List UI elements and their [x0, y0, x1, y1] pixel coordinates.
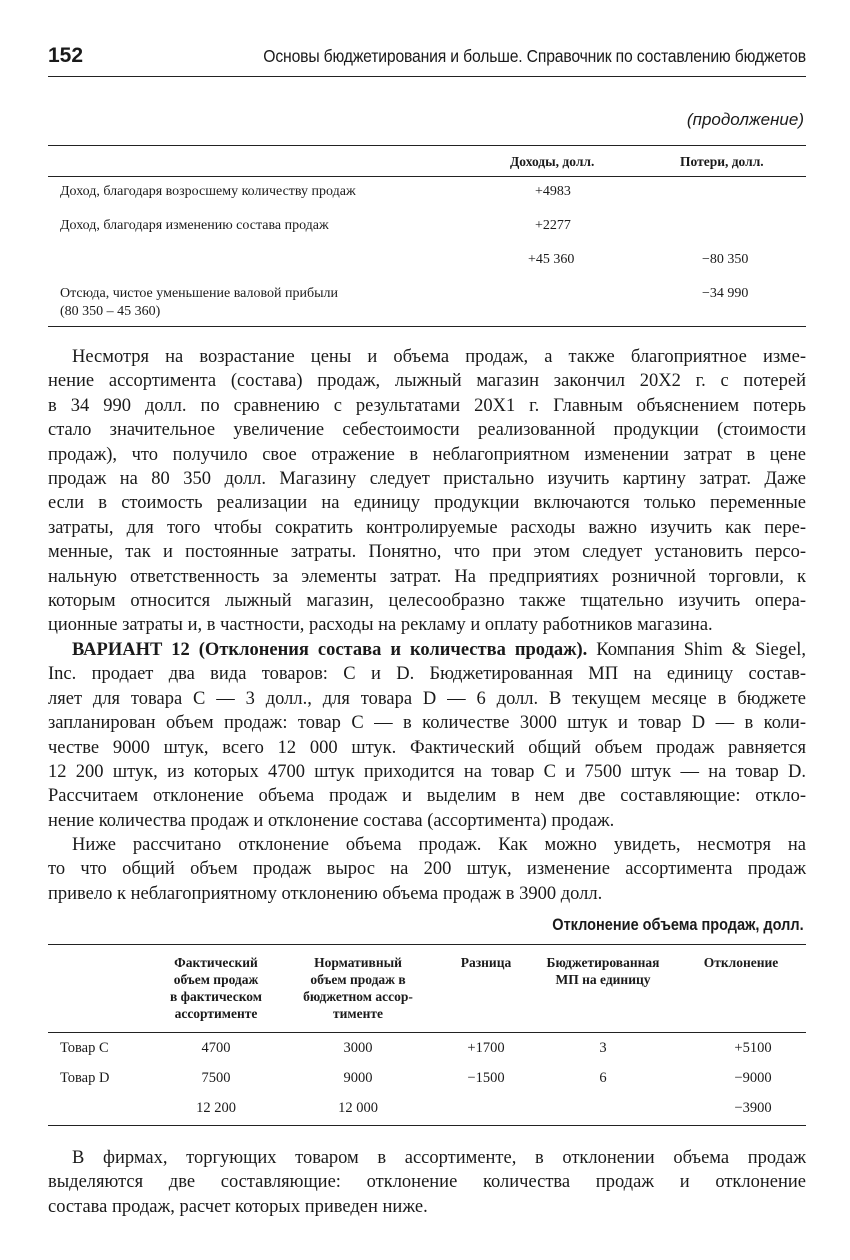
header-line: бюджетном ассор- [303, 989, 413, 1004]
table-divider [48, 1032, 806, 1033]
text-line: ционные затраты и, в частности, расходы на рекламу и оплату работников магазина. [48, 615, 713, 636]
page-header [48, 40, 806, 77]
normative-total: 12 000 [338, 1100, 378, 1116]
table-row-label: Доход, благодаря возросшему количеству продаж [60, 184, 356, 199]
actual-volume-header [156, 954, 276, 1022]
variant-heading: ВАРИАНТ 12 (Отклонения состава и количества продаж). [72, 640, 588, 660]
difference-value: −1500 [467, 1070, 505, 1086]
variance-total: −3900 [734, 1100, 772, 1116]
table-row-label-formula: (80 350 – 45 360) [60, 304, 161, 319]
continued-label: (продолжение) [686, 110, 804, 129]
actual-total: 12 200 [196, 1100, 236, 1116]
paragraph-loss-explanation [48, 345, 806, 638]
budget-margin-header [534, 954, 672, 988]
text-line: в 34 990 долл. по сравнению с результатами 20Х1 г. Главным объяснением потерь [48, 395, 806, 416]
text-line: нение количества продаж и отклонение состава (ассортимента) продаж. [48, 810, 615, 831]
margin-value: 3 [599, 1040, 607, 1056]
header-line: в фактическом [170, 989, 262, 1004]
paragraph-variant-12 [48, 638, 806, 833]
table-title: Отклонение объема продаж, долл. [552, 916, 804, 934]
text-line: ВАРИАНТ 12 (Отклонения состава и количества продаж). Компания Shim & Siegel, [72, 640, 806, 660]
text-line: В фирмах, торгующих товаром в ассортименте, в отклонении объема продаж [72, 1148, 806, 1168]
text-line: ляет для товара С — 3 долл., для товара D — 6 долл. В текущем месяце в бюджете [48, 688, 806, 709]
text-line: затраты, для того чтобы сократить контролируемые расходы важно изучить как пере- [48, 517, 806, 538]
net-loss-value: −34 990 [702, 286, 749, 301]
text-line: продаж на 80 350 долл. Магазину следует пристально изучить картину затрат. Даже [48, 469, 806, 490]
header-line: объем продаж [173, 972, 259, 987]
normative-value: 3000 [343, 1040, 373, 1056]
header-line: Отклонение [703, 955, 779, 970]
difference-value: +1700 [467, 1040, 505, 1056]
text-line: Рассчитаем отклонение объема продаж и выделим в нем две составляющие: откло- [48, 786, 806, 807]
text-line: честве 9000 штук, всего 12 000 штук. Фактический общий объем продаж равняется [48, 737, 806, 758]
text-line: которым относится лыжный магазин, целесообразно также тщательно изучить опера- [48, 591, 806, 612]
page-number: 152 [48, 44, 84, 67]
difference-header [446, 954, 526, 971]
profit-table [48, 145, 806, 327]
header-line: Бюджетированная [546, 955, 660, 970]
header-line: Фактический [174, 955, 258, 970]
header-line: Разница [460, 955, 512, 970]
paragraph-sales-volume [48, 833, 806, 906]
paragraph-components [48, 1146, 806, 1219]
running-title: Основы бюджетирования и больше. Справочник по составлению бюджетов [263, 46, 806, 66]
actual-value: 4700 [201, 1040, 231, 1056]
text-line: если в стоимость реализации на единицу продукции включаются только переменные [48, 493, 806, 514]
header-line: ассортименте [174, 1006, 258, 1021]
loss-header: Потери, долл. [680, 154, 764, 169]
text-line: стало значительное увеличение себестоимости реализованной продукции (стоимости [48, 420, 806, 441]
normative-value: 9000 [343, 1070, 373, 1086]
header-line: тименте [333, 1006, 383, 1021]
text-line: 12 200 штук, из которых 4700 штук приходится на товар С и 7500 штук — на товар D. [48, 762, 806, 783]
text-line: то что общий объем продаж вырос на 200 штук, изменение ассортимента продаж [48, 859, 806, 880]
text-line: продаж), что получило свое отражение в неблагоприятном изменении затрат в цене [48, 444, 806, 465]
variance-header [686, 954, 796, 971]
text-line: Inc. продает два вида товаров: С и D. Бюджетированная МП на единицу состав- [48, 664, 806, 685]
income-value: +2277 [535, 218, 571, 233]
actual-value: 7500 [201, 1070, 231, 1086]
text-line: запланирован объем продаж: товар С — в количестве 3000 штук и товар D — в коли- [48, 713, 806, 734]
text-line: привело к неблагоприятному отклонению объема продаж в 3900 долл. [48, 883, 603, 904]
text-line: нальную ответственность за элементы затрат. На предприятиях розничной торговли, к [48, 566, 806, 587]
text-line: Ниже рассчитано отклонение объема продаж. Как можно увидеть, несмотря на [72, 835, 806, 855]
variance-value: −9000 [734, 1070, 772, 1086]
header-line: объем продаж в [310, 972, 406, 987]
table-row-label: Доход, благодаря изменению состава продаж [60, 218, 329, 233]
text-line: состава продаж, расчет которых приведен ниже. [48, 1196, 428, 1217]
loss-total: −80 350 [702, 252, 749, 267]
text-line: Несмотря на возрастание цены и объема продаж, а также благоприятное изме- [72, 347, 806, 367]
text-line: выделяются две составляющие: отклонение количества продаж и отклонение [48, 1172, 806, 1193]
income-header: Доходы, долл. [510, 154, 595, 169]
margin-value: 6 [599, 1070, 607, 1086]
variance-value: +5100 [734, 1040, 772, 1056]
header-line: Нормативный [314, 955, 402, 970]
text-line: нение ассортимента (состава) продаж, лыжный магазин закончил 20Х2 г. с потерей [48, 371, 806, 392]
table-divider [48, 176, 806, 177]
sales-volume-variance-table [48, 944, 806, 1126]
income-total: +45 360 [528, 252, 575, 267]
table-row-label: Отсюда, чистое уменьшение валовой прибыли [60, 286, 338, 301]
row-label-product-c: Товар С [60, 1040, 109, 1056]
text-line: менные, так и постоянные затраты. Понятно, что при этом следует установить персо- [48, 542, 806, 563]
income-value: +4983 [535, 184, 571, 199]
row-label-product-d: Товар D [60, 1070, 110, 1086]
header-line: МП на единицу [555, 972, 651, 987]
normative-volume-header [288, 954, 428, 1022]
